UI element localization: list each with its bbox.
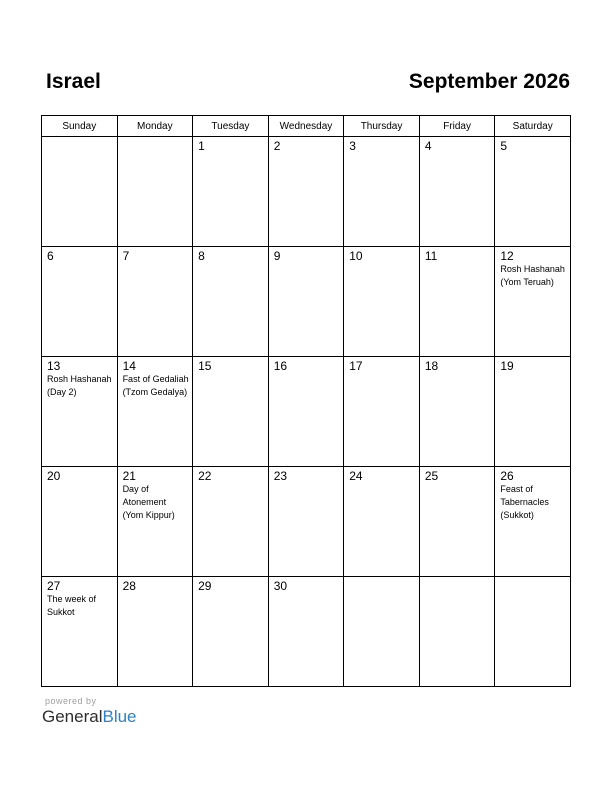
day-cell	[193, 577, 269, 687]
weekday-header-monday: Monday	[117, 116, 193, 137]
day-cell	[419, 247, 495, 357]
week-row	[42, 247, 571, 357]
country-title: Israel	[46, 70, 101, 93]
week-row	[42, 137, 571, 247]
day-number: 5	[500, 139, 508, 153]
day-number: 7	[122, 249, 130, 263]
day-number: 13	[47, 359, 61, 373]
day-cell	[419, 577, 495, 687]
day-number: 22	[198, 469, 212, 483]
day-cell	[419, 467, 495, 577]
brand-name-part2: Blue	[102, 707, 137, 726]
day-number: 12	[500, 249, 514, 263]
weekday-header-friday: Friday	[419, 116, 495, 137]
day-number	[42, 137, 117, 140]
day-number: 9	[273, 249, 281, 263]
day-cell	[344, 247, 420, 357]
weekday-header-tuesday: Tuesday	[193, 116, 269, 137]
day-number: 3	[349, 139, 356, 153]
day-number: 28	[122, 579, 136, 593]
day-number: 20	[47, 469, 61, 483]
day-number: 1	[198, 139, 205, 153]
day-cell	[344, 137, 420, 247]
holiday-label: Rosh Hashanah (Yom Teruah)	[500, 264, 565, 287]
day-number: 30	[273, 579, 288, 593]
day-cell	[42, 357, 118, 467]
day-cell	[268, 467, 344, 577]
day-number	[344, 577, 419, 580]
day-number: 8	[198, 249, 205, 263]
day-cell	[117, 467, 193, 577]
day-number: 17	[349, 359, 363, 373]
day-cell	[268, 247, 344, 357]
day-number: 14	[122, 359, 136, 373]
day-number: 10	[349, 249, 363, 263]
calendar-grid	[41, 115, 571, 687]
day-cell	[268, 357, 344, 467]
day-cell	[268, 577, 344, 687]
day-cell	[268, 137, 344, 247]
day-cell	[495, 247, 571, 357]
powered-by-label: powered by	[45, 696, 97, 706]
holiday-label: Rosh Hashanah (Day 2)	[47, 374, 112, 397]
day-number: 19	[500, 359, 514, 373]
month-title: September 2026	[408, 70, 570, 93]
day-number	[118, 137, 193, 140]
day-cell	[495, 577, 571, 687]
calendar-header	[41, 70, 570, 100]
footer-branding	[42, 696, 137, 727]
day-number: 29	[198, 579, 212, 593]
day-cell	[495, 467, 571, 577]
brand-name-part1: General	[42, 707, 103, 726]
day-cell	[419, 357, 495, 467]
day-cell	[193, 467, 269, 577]
holiday-label: The week of Sukkot	[47, 594, 97, 617]
weekday-header-sunday: Sunday	[42, 116, 118, 137]
day-cell	[117, 357, 193, 467]
day-cell	[495, 137, 571, 247]
day-cell	[42, 577, 118, 687]
day-cell	[419, 137, 495, 247]
day-number: 27	[47, 579, 61, 593]
day-cell	[344, 577, 420, 687]
day-number	[495, 577, 570, 580]
day-number: 18	[424, 359, 439, 373]
holiday-label: Day of Atonement (Yom Kippur)	[122, 484, 175, 520]
day-cell	[193, 357, 269, 467]
day-cell	[117, 577, 193, 687]
week-row	[42, 467, 571, 577]
day-number: 24	[349, 469, 363, 483]
week-row	[42, 577, 571, 687]
holiday-label: Feast of Tabernacles (Sukkot)	[500, 484, 549, 520]
day-number: 25	[424, 469, 439, 483]
weekday-header-thursday: Thursday	[344, 116, 420, 137]
day-cell	[42, 137, 118, 247]
day-number: 4	[424, 139, 432, 153]
week-row	[42, 357, 571, 467]
day-cell	[117, 247, 193, 357]
brand-logo[interactable]	[42, 707, 137, 727]
day-number: 2	[273, 139, 281, 153]
day-cell	[42, 467, 118, 577]
day-cell	[42, 247, 118, 357]
day-number: 15	[198, 359, 212, 373]
day-cell	[117, 137, 193, 247]
holiday-label: Fast of Gedaliah (Tzom Gedalya)	[122, 374, 189, 397]
day-number: 21	[122, 469, 136, 483]
day-number	[420, 577, 495, 580]
day-number: 6	[47, 249, 54, 263]
day-cell	[344, 467, 420, 577]
day-cell	[344, 357, 420, 467]
day-cell	[193, 137, 269, 247]
day-number: 23	[273, 469, 288, 483]
day-cell	[193, 247, 269, 357]
weekday-header-wednesday: Wednesday	[268, 116, 344, 137]
day-number: 26	[500, 469, 514, 483]
day-number: 16	[273, 359, 288, 373]
day-number: 11	[424, 249, 438, 263]
weekday-header-row	[42, 116, 571, 137]
day-cell	[495, 357, 571, 467]
weekday-header-saturday: Saturday	[495, 116, 571, 137]
